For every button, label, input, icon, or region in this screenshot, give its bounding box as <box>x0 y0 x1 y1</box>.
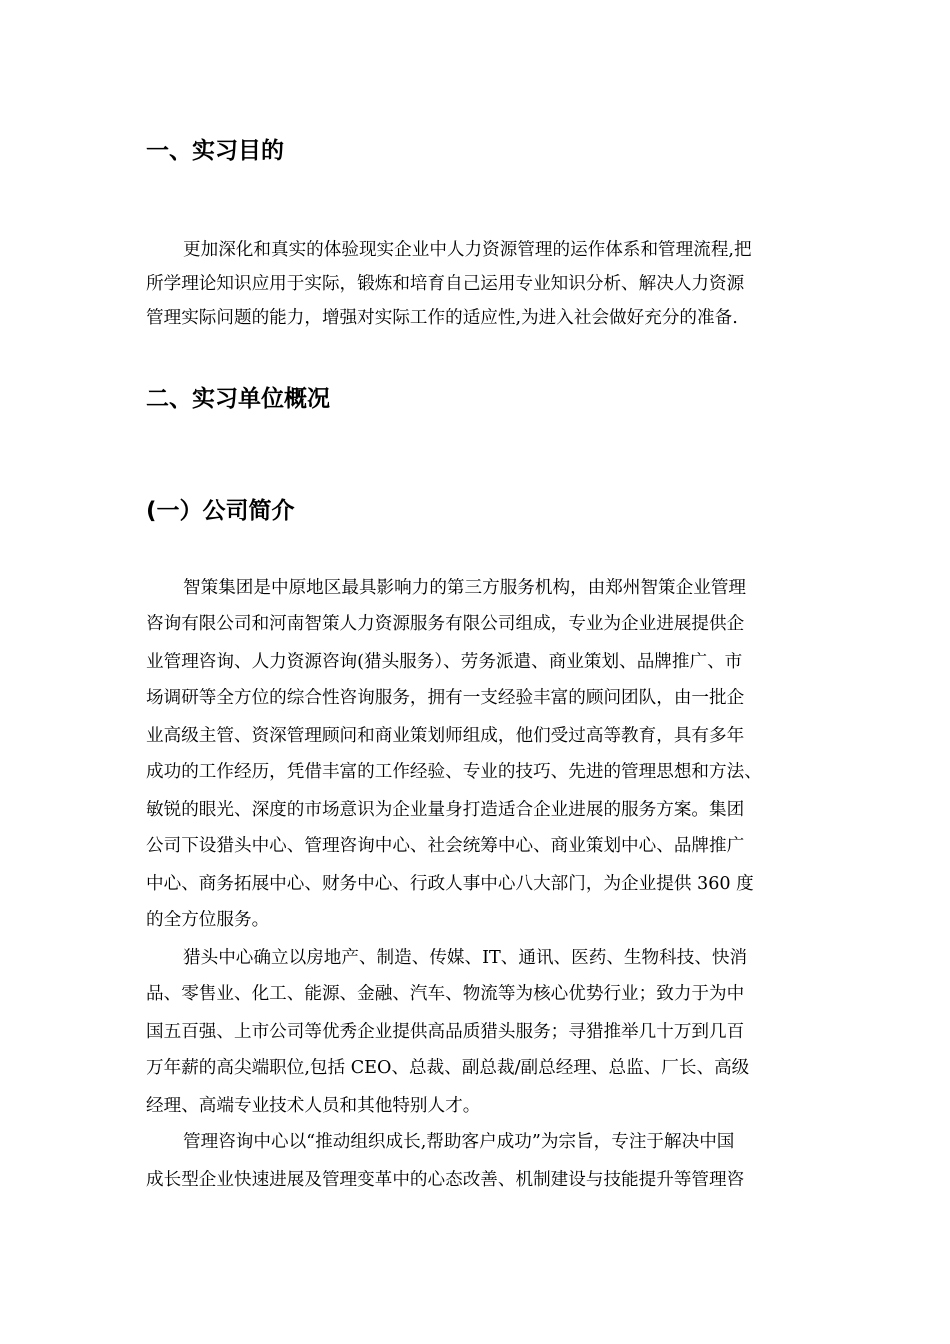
subsection-heading-company-intro: (一）公司简介 <box>146 498 295 524</box>
intro-line: 的全方位服务。 <box>146 910 270 930</box>
intro-line: 业管理咨询、人力资源咨询(猎头服务）、劳务派遣、商业策划、品牌推广、市 <box>146 652 743 672</box>
intro-line: 成功的工作经历，凭借丰富的工作经验、专业的技巧、先进的管理思想和方法、 <box>146 762 762 782</box>
purpose-line: 更加深化和真实的体验现实企业中人力资源管理的运作体系和管理流程,把 <box>183 240 752 260</box>
consulting-line: 管理咨询中心以“推动组织成长,帮助客户成功”为宗旨，专注于解决中国 <box>183 1132 735 1152</box>
headhunt-line: 经理、高端专业技术人员和其他特别人才。 <box>146 1096 481 1116</box>
headhunt-line: 猎头中心确立以房地产、制造、传媒、IT、通讯、医药、生物科技、快消 <box>183 948 748 968</box>
intro-line: 场调研等全方位的综合性咨询服务，拥有一支经验丰富的顾问团队，由一批企 <box>146 688 745 708</box>
intro-line: 咨询有限公司和河南智策人力资源服务有限公司组成，专业为企业进展提供企 <box>146 614 745 634</box>
intro-line: 智策集团是中原地区最具影响力的第三方服务机构，由郑州智策企业管理 <box>183 578 747 598</box>
purpose-line: 所学理论知识应用于实际，锻炼和培育自己运用专业知识分析、解决人力资源 <box>146 274 745 294</box>
intro-line: 敏锐的眼光、深度的市场意识为企业量身打造适合企业进展的服务方案。集团 <box>146 800 745 820</box>
section-heading-company-overview: 二、实习单位概况 <box>146 386 330 412</box>
headhunt-line: 国五百强、上市公司等优秀企业提供高品质猎头服务；寻猎推举几十万到几百 <box>146 1022 745 1042</box>
intro-line: 中心、商务拓展中心、财务中心、行政人事中心八大部门，为企业提供 360 度 <box>146 874 754 894</box>
intro-line: 业高级主管、资深管理顾问和商业策划师组成，他们受过高等教育，具有多年 <box>146 726 745 746</box>
purpose-line: 管理实际问题的能力，增强对实际工作的适应性,为进入社会做好充分的准备. <box>146 308 738 328</box>
consulting-line: 成长型企业快速进展及管理变革中的心态改善、机制建设与技能提升等管理咨 <box>146 1170 745 1190</box>
headhunt-line: 万年薪的高尖端职位,包括 CEO、总裁、副总裁/副总经理、总监、厂长、高级 <box>146 1058 750 1078</box>
section-heading-purpose: 一、实习目的 <box>146 138 284 164</box>
intro-line: 公司下设猎头中心、管理咨询中心、社会统筹中心、商业策划中心、品牌推广 <box>146 836 745 856</box>
headhunt-line: 品、零售业、化工、能源、金融、汽车、物流等为核心优势行业；致力于为中 <box>146 984 745 1004</box>
